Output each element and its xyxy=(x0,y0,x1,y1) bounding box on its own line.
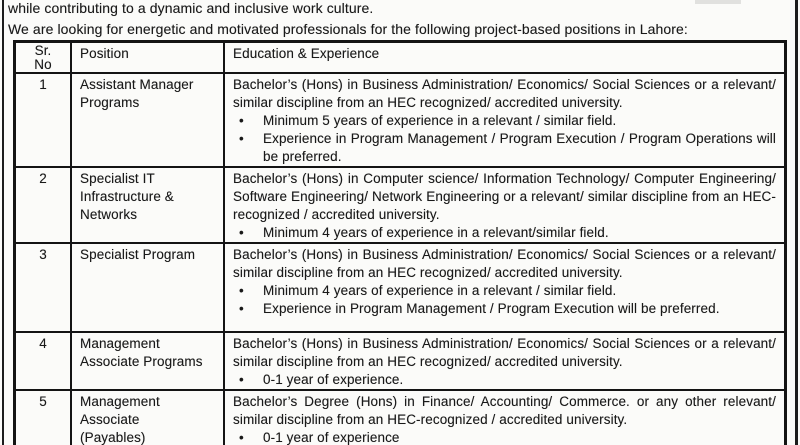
table-row-3 xyxy=(16,242,784,331)
cell-education xyxy=(225,333,784,389)
bullet-text: Experience in Program Management / Program Execution will be preferred. xyxy=(263,301,720,316)
intro-text-line-2: We are looking for energetic and motivated professionals for the following project-based positions in Lahore: xyxy=(8,21,688,37)
bullet-text: Minimum 5 years of experience in a relevant / similar field. xyxy=(263,113,617,128)
intro-text-line-1: while contributing to a dynamic and inclusive work culture. xyxy=(8,0,374,16)
table-row-5 xyxy=(16,389,784,445)
positions-table xyxy=(13,40,787,445)
bullet-item xyxy=(233,282,776,300)
bullet-item xyxy=(233,300,776,318)
bullet-icon: • xyxy=(239,283,244,298)
table-header-row xyxy=(16,43,784,72)
cell-position: Assistant Manager Programs xyxy=(72,74,225,166)
bullet-icon: • xyxy=(239,113,244,128)
cell-position: Management Associate Programs xyxy=(72,333,225,389)
bullet-item xyxy=(233,224,776,242)
table-row-1 xyxy=(16,72,784,166)
bullet-item xyxy=(233,130,776,166)
cell-education xyxy=(225,244,784,331)
cell-education xyxy=(225,74,784,166)
bullet-item xyxy=(233,371,776,389)
bullet-item xyxy=(233,112,776,130)
education-intro: Bachelor’s (Hons) in Business Administration/ Economics/ Social Sciences or a relevant/ similar discipline from an HEC recognized/ accredited university. xyxy=(233,336,776,369)
education-intro: Bachelor’s (Hons) in Computer science/ Information Technology/ Computer Engineering/ Software Engineering/ Network Engineering or a relevant/ similar discipline from an HEC-recognized / accredited university. xyxy=(233,171,776,222)
cell-education xyxy=(225,391,784,445)
education-intro: Bachelor’s (Hons) in Business Administration/ Economics/ Social Sciences or a relevant/ similar discipline from an HEC recognized/ accredited university. xyxy=(233,247,776,280)
bullet-icon: • xyxy=(239,372,244,387)
cell-sr-no: 5 xyxy=(16,391,72,445)
scan-artifact xyxy=(695,0,741,4)
cell-position: Specialist IT Infrastructure & Networks xyxy=(72,168,225,242)
bullet-text: 0-1 year of experience. xyxy=(263,372,404,387)
education-intro: Bachelor’s Degree (Hons) in Finance/ Accounting/ Commerce. or any other relevant/ similar discipline from an HEC-recognized / accredited university. xyxy=(233,394,776,427)
bullet-icon: • xyxy=(239,301,244,316)
cell-position: Specialist Program xyxy=(72,244,225,331)
cell-sr-no: 1 xyxy=(16,74,72,166)
bullet-text: Experience in Program Management / Program Execution / Program Operations will be preferred. xyxy=(263,131,776,164)
header-no-label: No xyxy=(34,57,52,72)
header-cell-education: Education & Experience xyxy=(233,46,380,61)
header-cell-position: Position xyxy=(72,43,225,72)
bullet-text: Minimum 4 years of experience in a relevant/similar field. xyxy=(263,225,609,240)
cell-sr-no: 2 xyxy=(16,168,72,242)
header-sr-label: Sr. xyxy=(34,43,52,58)
bullet-icon: • xyxy=(239,225,244,240)
bullet-text: 0-1 year of experience xyxy=(263,430,400,445)
page-edge-line-right xyxy=(795,0,798,445)
cell-education xyxy=(225,168,784,242)
table-row-2 xyxy=(16,166,784,242)
bullet-icon: • xyxy=(239,131,244,146)
education-intro: Bachelor’s (Hons) in Business Administration/ Economics/ Social Sciences or a relevant/ similar discipline from an HEC recognized/ accredited university. xyxy=(233,77,776,110)
bullet-text: Minimum 4 years of experience in a relevant / similar field. xyxy=(263,283,617,298)
table-row-4 xyxy=(16,331,784,389)
cell-sr-no: 4 xyxy=(16,333,72,389)
cell-position: Management Associate (Payables) xyxy=(72,391,225,445)
header-cell-sr-no xyxy=(16,43,72,72)
page-edge-line-left xyxy=(2,0,4,445)
cell-sr-no: 3 xyxy=(16,244,72,331)
bullet-icon: • xyxy=(239,430,244,445)
bullet-item xyxy=(233,429,776,445)
